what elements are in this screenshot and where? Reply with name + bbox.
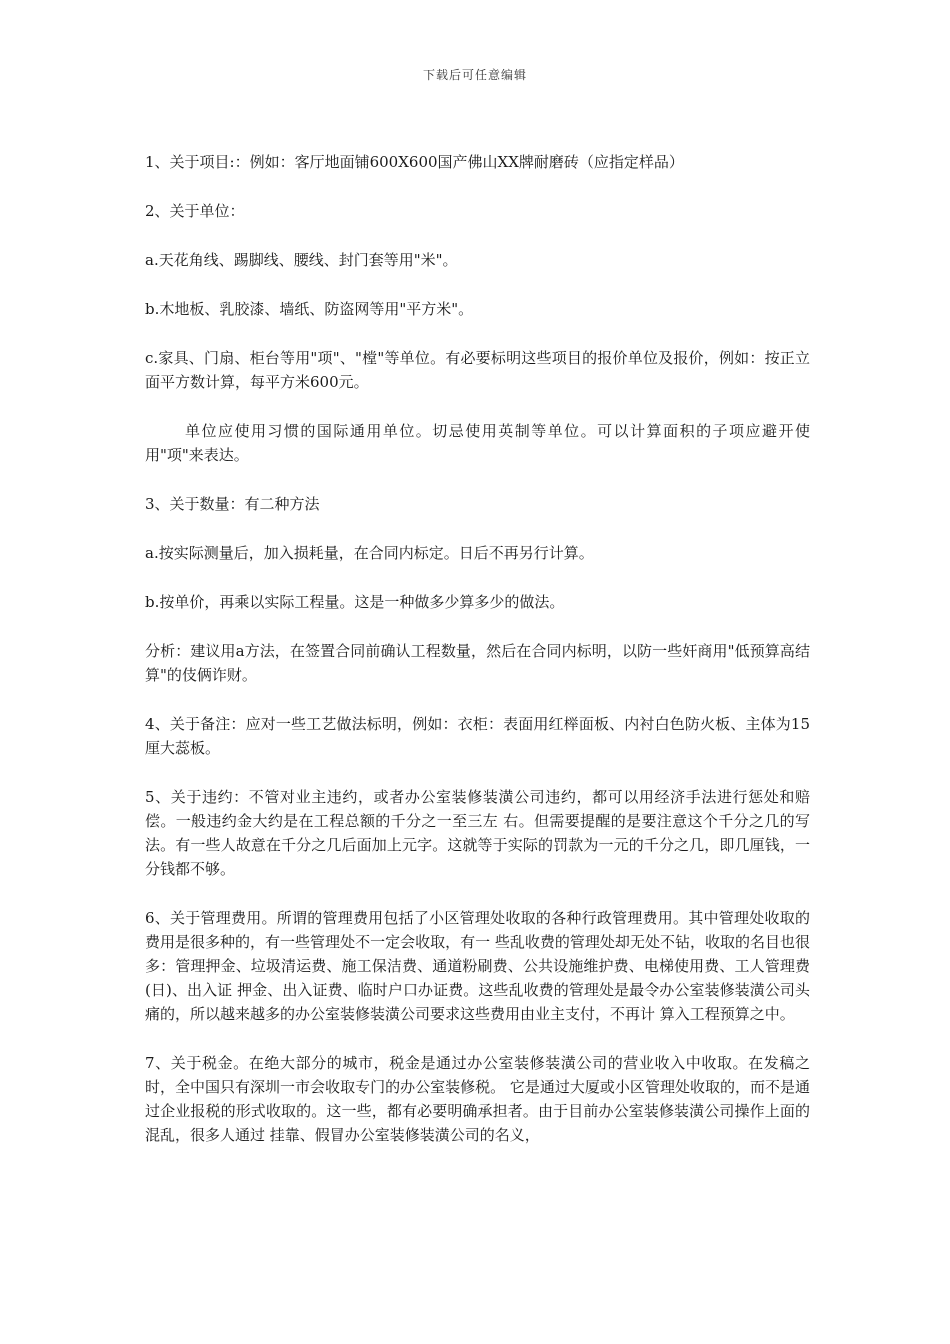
paragraph-unit-c: c.家具、门扇、柜台等用"项"、"樘"等单位。有必要标明这些项目的报价单位及报价，例如：按正立面平方数计算，每平方米600元。 — [145, 349, 810, 391]
paragraph-taxes: 7、关于税金。在绝大部分的城市，税金是通过办公室装修装潢公司的营业收入中收取。在发稿之时，全中国只有深圳一市会收取专门的办公室装修税。 它是通过大厦或小区管理处收取的，而不是通过企业报税的形式收取的。这一些，都有必要明确承担者。由于目前办公室装修装潢公司操作上面的混乱，很多人通过 挂靠、假冒办公室装修装潢公司的名义， — [145, 1054, 810, 1144]
paragraph-unit-heading: 2、关于单位： — [145, 202, 245, 220]
paragraph-unit-note: 单位应使用习惯的国际通用单位。切忌使用英制等单位。可以计算面积的子项应避开使用"项"来表达。 — [145, 422, 810, 464]
paragraph-unit-a: a.天花角线、踢脚线、腰线、封门套等用"米"。 — [145, 251, 458, 269]
paragraph-quantity-heading: 3、关于数量：有二种方法 — [145, 495, 320, 513]
paragraph-remarks: 4、关于备注：应对一些工艺做法标明，例如：衣柜：表面用红榉面板、内衬白色防火板、主体为15厘大蕊板。 — [145, 715, 810, 757]
paragraph-quantity-a: a.按实际测量后，加入损耗量，在合同内标定。日后不再另行计算。 — [145, 544, 594, 562]
document-body — [145, 150, 810, 1172]
paragraph-analysis: 分析：建议用a方法，在签置合同前确认工程数量，然后在合同内标明，以防一些奸商用"低预算高结算"的伎俩诈财。 — [145, 642, 810, 684]
paragraph-item-project: 1、关于项目:：例如：客厅地面铺600X600国产佛山XX牌耐磨砖（应指定样品） — [145, 153, 684, 171]
page-header-note: 下载后可任意编辑 — [422, 68, 527, 82]
paragraph-management-fees: 6、关于管理费用。所谓的管理费用包括了小区管理处收取的各种行政管理费用。其中管理处收取的费用是很多种的，有一些管理处不一定会收取，有一 些乱收费的管理处却无处不钻，收取的名目也很多：管理押金、垃圾清运费、施工保洁费、通道粉刷费、公共设施维护费、电梯使用费、工人管理费(日)、出入证 押金、出入证费、临时户口办证费。这些乱收费的管理处是最令办公室装修装潢公司头痛的，所以越来越多的办公室装修装潢公司要求这些费用由业主支付，不再计 算入工程预算之中。 — [145, 909, 810, 1023]
paragraph-quantity-b: b.按单价，再乘以实际工程量。这是一种做多少算多少的做法。 — [145, 593, 565, 611]
paragraph-breach: 5、关于违约：不管对业主违约，或者办公室装修装潢公司违约，都可以用经济手法进行惩处和赔偿。一般违约金大约是在工程总额的千分之一至三左 右。但需要提醒的是要注意这个千分之几的写法。有一些人故意在千分之几后面加上元字。这就等于实际的罚款为一元的千分之几，即几厘钱，一分钱都不够。 — [145, 788, 810, 878]
paragraph-unit-b: b.木地板、乳胶漆、墙纸、防盗网等用"平方米"。 — [145, 300, 474, 318]
